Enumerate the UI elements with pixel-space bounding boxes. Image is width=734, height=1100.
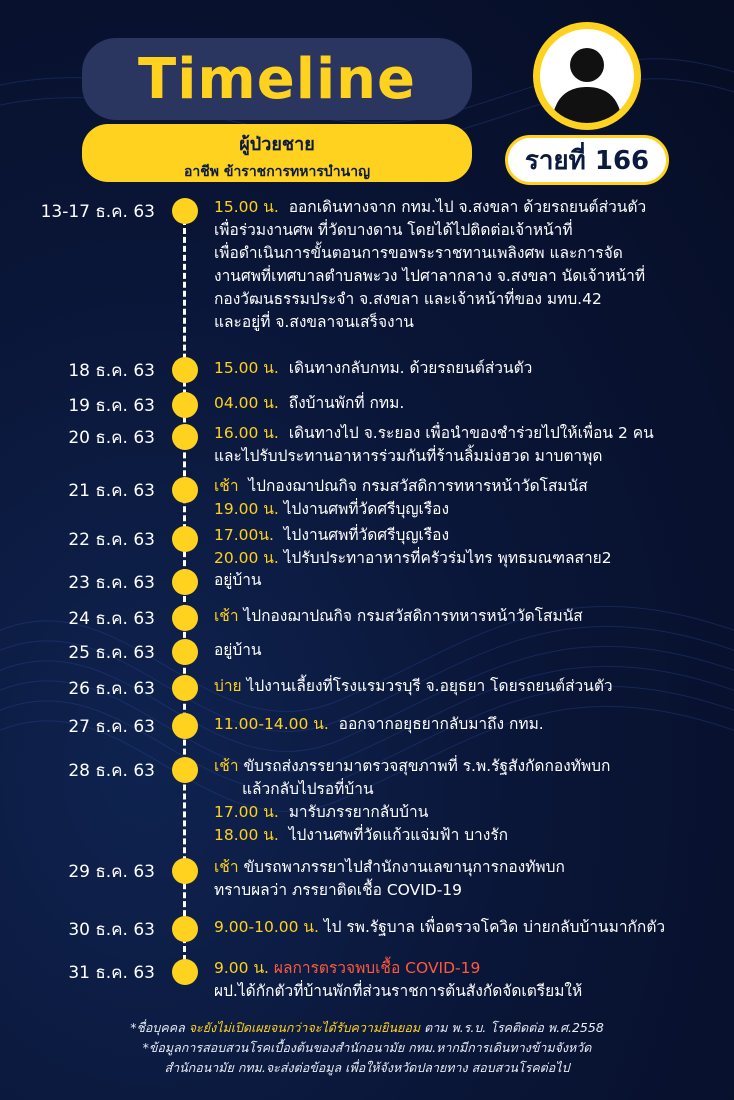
timeline-dot xyxy=(172,959,198,985)
entry-time: เช้า xyxy=(214,477,239,495)
entry-time: 11.00-14.00 น. xyxy=(214,715,329,733)
entry-date: 20 ธ.ค. 63 xyxy=(68,428,155,448)
entry-text: อยู่บ้าน xyxy=(214,641,262,659)
entry-time: 17.00 น. xyxy=(214,803,279,821)
timeline-dot xyxy=(172,477,198,503)
entry-time: 19.00 น. xyxy=(214,500,279,518)
timeline-dot xyxy=(172,357,198,383)
entry-date: 21 ธ.ค. 63 xyxy=(68,481,155,501)
entry-date: 25 ธ.ค. 63 xyxy=(68,643,155,663)
patient-occupation: อาชีพ ข้าราชการทหารบำนาญ xyxy=(184,164,370,180)
patient-info-box xyxy=(82,124,472,182)
entry-text: และอยู่ที่ จ.สงขลาจนเสร็จงาน xyxy=(214,313,414,331)
entry-text: ไปงานศพที่วัดแก้วแจ่มฟ้า บางรัก xyxy=(288,826,509,844)
entry-date: 28 ธ.ค. 63 xyxy=(68,761,155,781)
entry-text: ไป รพ.รัฐบาล เพื่อตรวจโควิด บ่ายกลับบ้านมากักตัว xyxy=(323,918,666,936)
entry-text-alert: ผลการตรวจพบเชื้อ COVID-19 xyxy=(273,959,481,977)
entry-text: มารับภรรยากลับบ้าน xyxy=(288,803,429,821)
timeline-dot xyxy=(172,526,198,552)
footer-note-highlight: จะยังไม่เปิดเผยจนกว่าจะได้รับความยินยอม xyxy=(188,1020,421,1035)
entry-time: 9.00-10.00 น. xyxy=(214,918,319,936)
entry-time: 04.00 น. xyxy=(214,394,279,412)
timeline-dot xyxy=(172,713,198,739)
entry-text: ไปงานเลี้ยงที่โรงแรมวรบุรี จ.อยุธยา โดยรถยนต์ส่วนตัว xyxy=(246,677,613,695)
entry-text: ถึงบ้านพักที่ กทม. xyxy=(288,394,405,412)
avatar xyxy=(533,22,641,130)
entry-time: เช้า xyxy=(214,757,239,775)
case-number-badge xyxy=(505,135,669,185)
timeline-dot xyxy=(172,858,198,884)
page-title: Timeline xyxy=(138,46,416,112)
entry-text: งานศพที่เทศบาลตำบลพะวง ไปศาลากลาง จ.สงขลา นัดเจ้าหน้าที่ xyxy=(214,267,646,285)
entry-text: ขับรถส่งภรรยามาตรวจสุขภาพที่ ร.พ.รัฐสังกัดกองทัพบก xyxy=(243,757,611,775)
entry-time: 18.00 น. xyxy=(214,826,279,844)
entry-date: 18 ธ.ค. 63 xyxy=(68,361,155,381)
entry-time: เช้า xyxy=(214,858,239,876)
entry-text: เดินทางไป จ.ระยอง เพื่อนำของชำร่วยไปให้เพื่อน 2 คน xyxy=(288,424,654,442)
entry-text: และไปรับประทานอาหารร่วมกันที่ร้านลิ้มม่งฮวด มาบตาพุด xyxy=(214,447,603,465)
person-silhouette-icon xyxy=(540,29,634,123)
footer-note: สำนักอนามัย กทม.จะส่งต่อข้อมูล เพื่อให้จังหวัดปลายทาง สอบสวนโรคต่อไป xyxy=(164,1060,570,1075)
entry-time: 20.00 น. xyxy=(214,549,279,567)
title-banner xyxy=(82,38,472,120)
entry-time: บ่าย xyxy=(214,677,242,695)
entry-time: 16.00 น. xyxy=(214,424,279,442)
entry-text: เดินทางกลับกทม. ด้วยรถยนต์ส่วนตัว xyxy=(288,359,533,377)
timeline-dot xyxy=(172,392,198,418)
entry-text: เพื่อร่วมงานศพ ที่วัดบางดาน โดยได้ไปติดต่อเจ้าหน้าที่ xyxy=(214,221,573,239)
footer-notes xyxy=(0,1018,734,1078)
entry-date: 13-17 ธ.ค. 63 xyxy=(40,202,155,222)
timeline-dot xyxy=(172,916,198,942)
entry-text: ไปงานศพที่วัดศรีบุญเรือง xyxy=(283,500,450,518)
entry-text: ขับรถพาภรรยาไปสำนักงานเลขานุการกองทัพบก xyxy=(243,858,565,876)
entry-text: ทราบผลว่า ภรรยาติดเชื้อ COVID-19 xyxy=(214,881,463,899)
footer-note: *ข้อมูลการสอบสวนโรคเบื้องต้นของสำนักอนามัย กทม.หากมีการเดินทางข้ามจังหวัด xyxy=(142,1040,592,1055)
entry-text: ไปรับประทาอาหารที่ครัวร่มไทร พุทธมณฑลสาย2 xyxy=(283,549,612,567)
entry-text: ไปกองฌาปณกิจ กรมสวัสดิการทหารหน้าวัดโสมนัส xyxy=(243,607,583,625)
timeline-dot xyxy=(172,198,198,224)
entry-date: 23 ธ.ค. 63 xyxy=(68,573,155,593)
timeline-dot xyxy=(172,424,198,450)
patient-label: ผู้ป่วยชาย xyxy=(239,134,315,155)
entry-date: 29 ธ.ค. 63 xyxy=(68,862,155,882)
entry-date: 22 ธ.ค. 63 xyxy=(68,530,155,550)
entry-text: ไปกองฌาปณกิจ กรมสวัสดิการทหารหน้าวัดโสมนัส xyxy=(248,477,588,495)
entry-date: 30 ธ.ค. 63 xyxy=(68,920,155,940)
entry-date: 19 ธ.ค. 63 xyxy=(68,396,155,416)
case-number-label: รายที่ 166 xyxy=(524,145,650,176)
entry-time: 17.00น. xyxy=(214,526,274,544)
entry-text: อยู่บ้าน xyxy=(214,571,262,589)
entry-time: 9.00 น. xyxy=(214,959,269,977)
entry-text: ออกจากอยุธยากลับมาถึง กทม. xyxy=(338,715,544,733)
timeline-dot xyxy=(172,639,198,665)
entry-time: 15.00 น. xyxy=(214,198,279,216)
footer-note: ตาม พ.ร.บ. โรคติดต่อ พ.ศ.2558 xyxy=(420,1020,604,1035)
entry-time: 15.00 น. xyxy=(214,359,279,377)
entry-text: ไปงานศพที่วัดศรีบุญเรือง xyxy=(283,526,450,544)
entry-text: เพื่อดำเนินการขั้นตอนการขอพระราชทานเพลิงศพ และการจัด xyxy=(214,244,623,262)
entry-date: 31 ธ.ค. 63 xyxy=(68,963,155,983)
timeline-dot xyxy=(172,675,198,701)
entry-date: 24 ธ.ค. 63 xyxy=(68,609,155,629)
timeline-dot xyxy=(172,757,198,783)
entry-date: 26 ธ.ค. 63 xyxy=(68,679,155,699)
entry-text: แล้วกลับไปรอที่บ้าน xyxy=(242,780,374,798)
entry-text: ผป.ได้กักตัวที่บ้านพักที่ส่วนราชการต้นสังกัดจัดเตรียมให้ xyxy=(214,982,583,1000)
entry-time: เช้า xyxy=(214,607,239,625)
entry-text: ออกเดินทางจาก กทม.ไป จ.สงขลา ด้วยรถยนต์ส่วนตัว xyxy=(288,198,647,216)
entry-date: 27 ธ.ค. 63 xyxy=(68,717,155,737)
timeline-dot xyxy=(172,605,198,631)
entry-text: กองวัฒนธรรมประจำ จ.สงขลา และเจ้าหน้าที่ของ มทบ.42 xyxy=(214,290,602,308)
footer-note: *ชื่อบุคคล xyxy=(130,1020,189,1035)
timeline-dot xyxy=(172,569,198,595)
